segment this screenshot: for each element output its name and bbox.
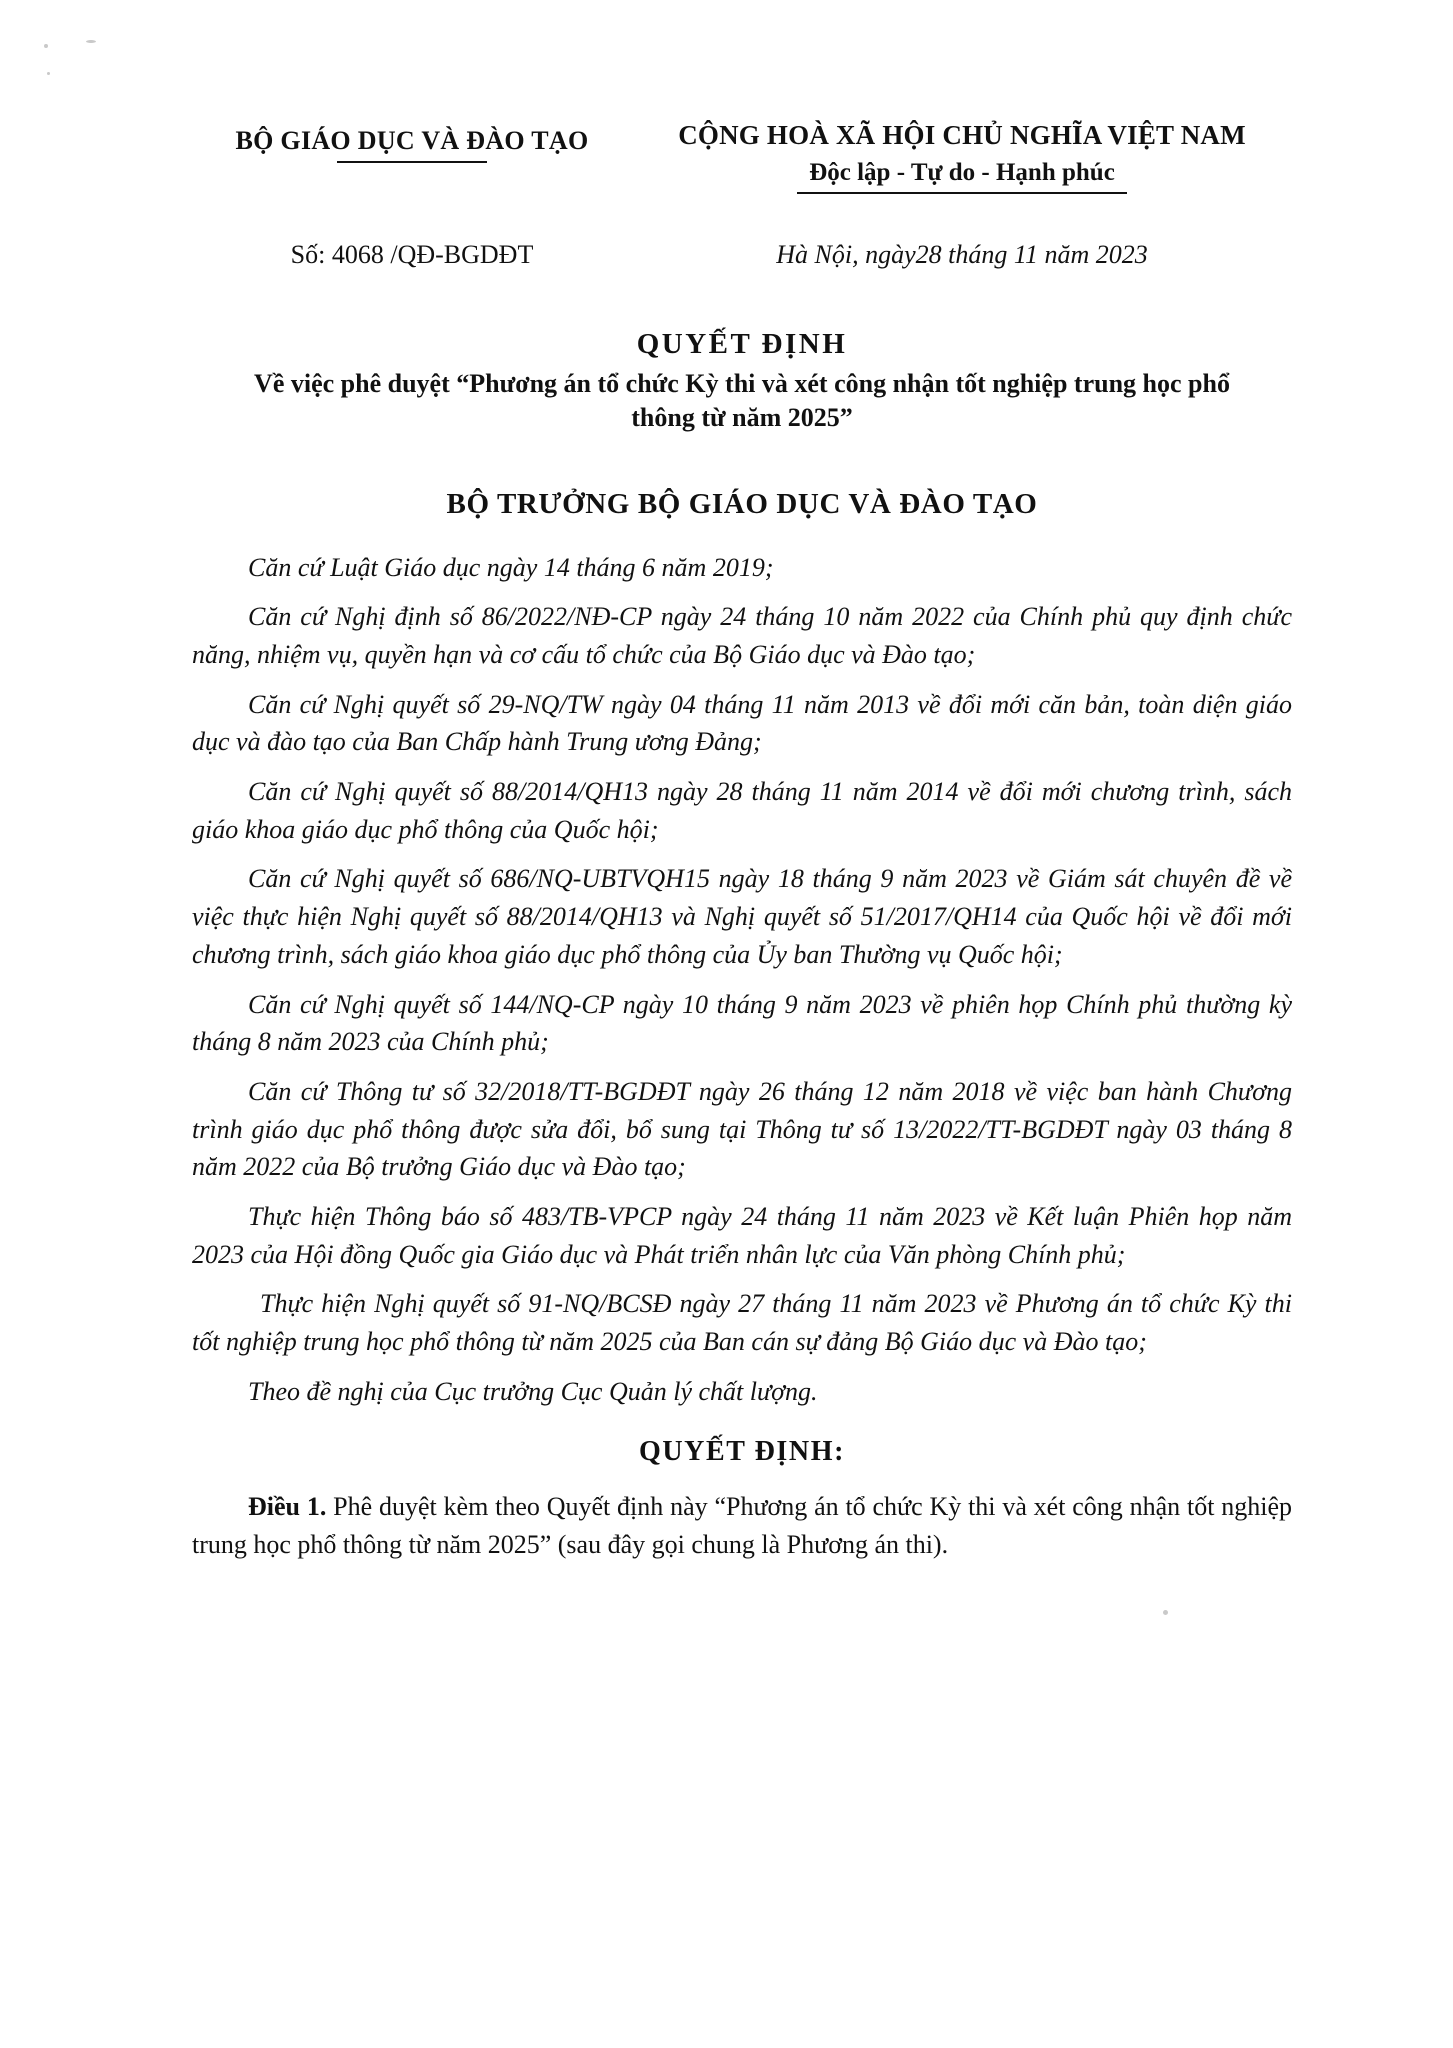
page-title: Về việc phê duyệt “Phương án tổ chức Kỳ thi và xét công nhận tốt nghiệp trung học phổ thông từ năm 2025” [254,369,1230,433]
national-heading [632,108,1292,194]
document-number: Số: 4068 /QĐ-BGDĐT [290,240,534,269]
article-text: Phê duyệt kèm theo Quyết định này “Phương án tổ chức Kỳ thi và xét công nhận tốt nghiệp trung học phổ thông từ năm 2025” (sau đây gọi chung là Phương án thi). [192,1492,1292,1560]
document-meta-row [192,240,1292,270]
preamble-paragraph: Thực hiện Thông báo số 483/TB-VPCP ngày 24 tháng 11 năm 2023 về Kết luận Phiên họp năm 2023 của Hội đồng Quốc gia Giáo dục và Phát triển nhân lực của Văn phòng Chính phủ; [192,1201,1292,1269]
paper-speck [47,72,50,75]
preamble-paragraph: Căn cứ Nghị định số 86/2022/NĐ-CP ngày 24 tháng 10 năm 2022 của Chính phủ quy định chức năng, nhiệm vụ, quyền hạn và cơ cấu tổ chức của Bộ Giáo dục và Đào tạo; [192,602,1292,669]
paper-speck [1163,1610,1168,1615]
preamble-paragraph: Căn cứ Nghị quyết số 144/NQ-CP ngày 10 tháng 9 năm 2023 về phiên họp Chính phủ thường kỳ tháng 8 năm 2023 của Chính phủ; [192,989,1292,1057]
document-type: QUYẾT ĐỊNH [636,328,848,360]
country-name: CỘNG HOÀ XÃ HỘI CHỦ NGHĨA VIỆT NAM [678,120,1246,150]
national-motto: Độc lập - Tự do - Hạnh phúc [809,159,1115,186]
issuer-title: BỘ TRƯỞNG BỘ GIÁO DỤC VÀ ĐÀO TẠO [446,487,1038,520]
decision-keyword: QUYẾT ĐỊNH: [638,1436,846,1468]
ministry-name: BỘ GIÁO DỤC VÀ ĐÀO TẠO [235,126,589,155]
preamble-paragraph: Căn cứ Nghị quyết số 29-NQ/TW ngày 04 tháng 11 năm 2013 về đổi mới căn bản, toàn diện giáo dục và đào tạo của Ban Chấp hành Trung ương Đảng; [192,689,1292,757]
preamble-paragraph: Căn cứ Thông tư số 32/2018/TT-BGDĐT ngày 26 tháng 12 năm 2018 về việc ban hành Chương trình giáo dục phổ thông được sửa đổi, bổ sung tại Thông tư số 13/2022/TT-BGDĐT ngày 03 tháng 8 năm 2022 của Bộ trưởng Giáo dục và Đào tạo; [192,1076,1292,1182]
issuing-organization [192,108,632,163]
preamble-paragraph: Theo đề nghị của Cục trưởng Cục Quản lý chất lượng. [248,1376,818,1406]
preamble-paragraph: Căn cứ Nghị quyết số 686/NQ-UBTVQH15 ngày 18 tháng 9 năm 2023 về Giám sát chuyên đề về việc thực hiện Nghị quyết số 88/2014/QH13 và Nghị quyết số 51/2017/QH14 của Quốc hội về đổi mới chương trình, sách giáo khoa giáo dục phổ thông của Ủy ban Thường vụ Quốc hội; [192,864,1292,969]
ministry-underline [337,161,487,163]
preamble-paragraph: Thực hiện Nghị quyết số 91-NQ/BCSĐ ngày 27 tháng 11 năm 2023 về Phương án tổ chức Kỳ thi tốt nghiệp trung học phổ thông từ năm 2025 của Ban cán sự đảng Bộ Giáo dục và Đào tạo; [192,1289,1292,1356]
document-content [192,108,1292,1574]
article-label: Điều 1. [248,1492,327,1522]
motto-underline [797,192,1127,194]
preamble-block [192,549,1292,1411]
document-header [192,108,1292,194]
paper-speck [86,40,96,43]
paper-speck [44,44,48,48]
article-paragraph [192,1488,1292,1563]
place-and-date: Hà Nội, ngày28 tháng 11 năm 2023 [776,240,1148,269]
title-block [192,328,1292,436]
preamble-paragraph: Căn cứ Nghị quyết số 88/2014/QH13 ngày 28 tháng 11 năm 2014 về đổi mới chương trình, sách giáo khoa giáo dục phổ thông của Quốc hội; [192,777,1292,844]
preamble-paragraph: Căn cứ Luật Giáo dục ngày 14 tháng 6 năm 2019; [248,552,774,582]
